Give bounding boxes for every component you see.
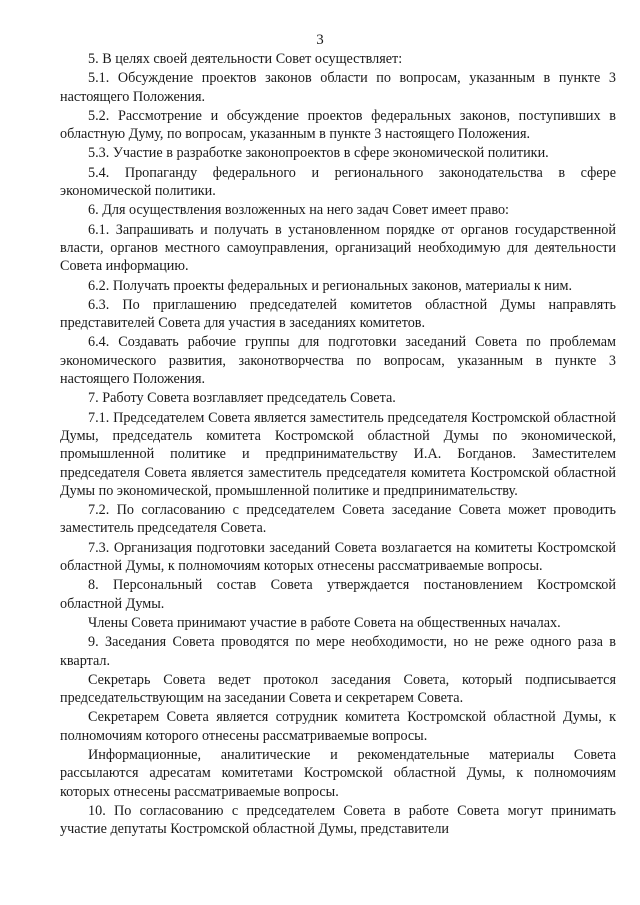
paragraph-5-1: 5.1. Обсуждение проектов законов области по вопросам, указанным в пункте 3 настоящего Положения. [60,70,616,105]
paragraph-6: 6. Для осуществления возложенных на него задач Совет имеет право: [88,202,509,219]
paragraph-10: 10. По согласованию с председателем Совета в работе Совета могут принимать участие депутаты Костромской областной Думы, представители [60,802,616,838]
paragraph-5-3: 5.3. Участие в разработке законопроектов в сфере экономической политики. [88,145,549,162]
paragraph-8: 8. Персональный состав Совета утверждается постановлением Костромской областной Думы. [60,577,616,612]
paragraph-6-2: 6.2. Получать проекты федеральных и региональных законов, материалы к ним. [88,277,573,294]
paragraph-5: 5. В целях своей деятельности Совет осуществляет: [88,51,403,67]
paragraph-6-4: 6.4. Создавать рабочие группы для подготовки заседаний Совета по проблемам экономического развития, законотворчества по вопросам, указанным в пункте 3 настоящего Положения. [60,334,616,388]
paragraph-7: 7. Работу Совета возглавляет председатель Совета. [88,390,396,407]
paragraph-7-1: 7.1. Председателем Совета является заместитель председателя Костромской областной Думы, председатель комитета Костромской областной Думы по экономической, промышленной политике и предпринимательству И.А. Богданов. Заместителем председателя Совета является заместитель председателя комитета Костромской областной Думы по экономической, промышленной политике и предпринимательству. [60,409,616,499]
paragraph-6-1: 6.1. Запрашивать и получать в установленном порядке от органов государственной власти, органов местного самоуправления, организаций необходимую для деятельности Совета информацию. [60,221,616,275]
paragraph-8-members: Члены Совета принимают участие в работе Совета на общественных началах. [88,614,561,631]
paragraph-5-4: 5.4. Пропаганду федерального и регионального законодательства в сфере экономической политики. [60,164,616,200]
paragraph-6-3: 6.3. По приглашению председателей комитетов областной Думы направлять представителей Совета для участия в заседаниях комитетов. [60,296,616,332]
paragraph-9: 9. Заседания Совета проводятся по мере необходимости, но не реже одного раза в квартал. [60,634,616,669]
paragraph-9-secretary: Секретарем Совета является сотрудник комитета Костромской областной Думы, к полномочиям которого отнесены рассматриваемые вопросы. [60,709,616,744]
page-number: 3 [316,32,324,48]
paragraph-7-3: 7.3. Организация подготовки заседаний Совета возлагается на комитеты Костромской областной Думы, к полномочиям которых отнесены рассматриваемые вопросы. [60,539,616,575]
paragraph-5-2: 5.2. Рассмотрение и обсуждение проектов федеральных законов, поступивших в областную Думу, по вопросам, указанным в пункте 3 настоящего Положения. [60,107,616,143]
paragraph-9-materials: Информационные, аналитические и рекомендательные материалы Совета рассылаются адресатам комитетами Костромской областной Думы, к полномочиям которых отнесены рассматриваемые вопросы. [60,746,616,800]
paragraph-9-secretary-protocol: Секретарь Совета ведет протокол заседания Совета, который подписывается председательствующим на заседании Совета и секретарем Совета. [60,671,616,707]
document-body [60,50,616,839]
paragraph-7-2: 7.2. По согласованию с председателем Совета заседание Совета может проводить заместитель председателя Совета. [60,502,616,537]
